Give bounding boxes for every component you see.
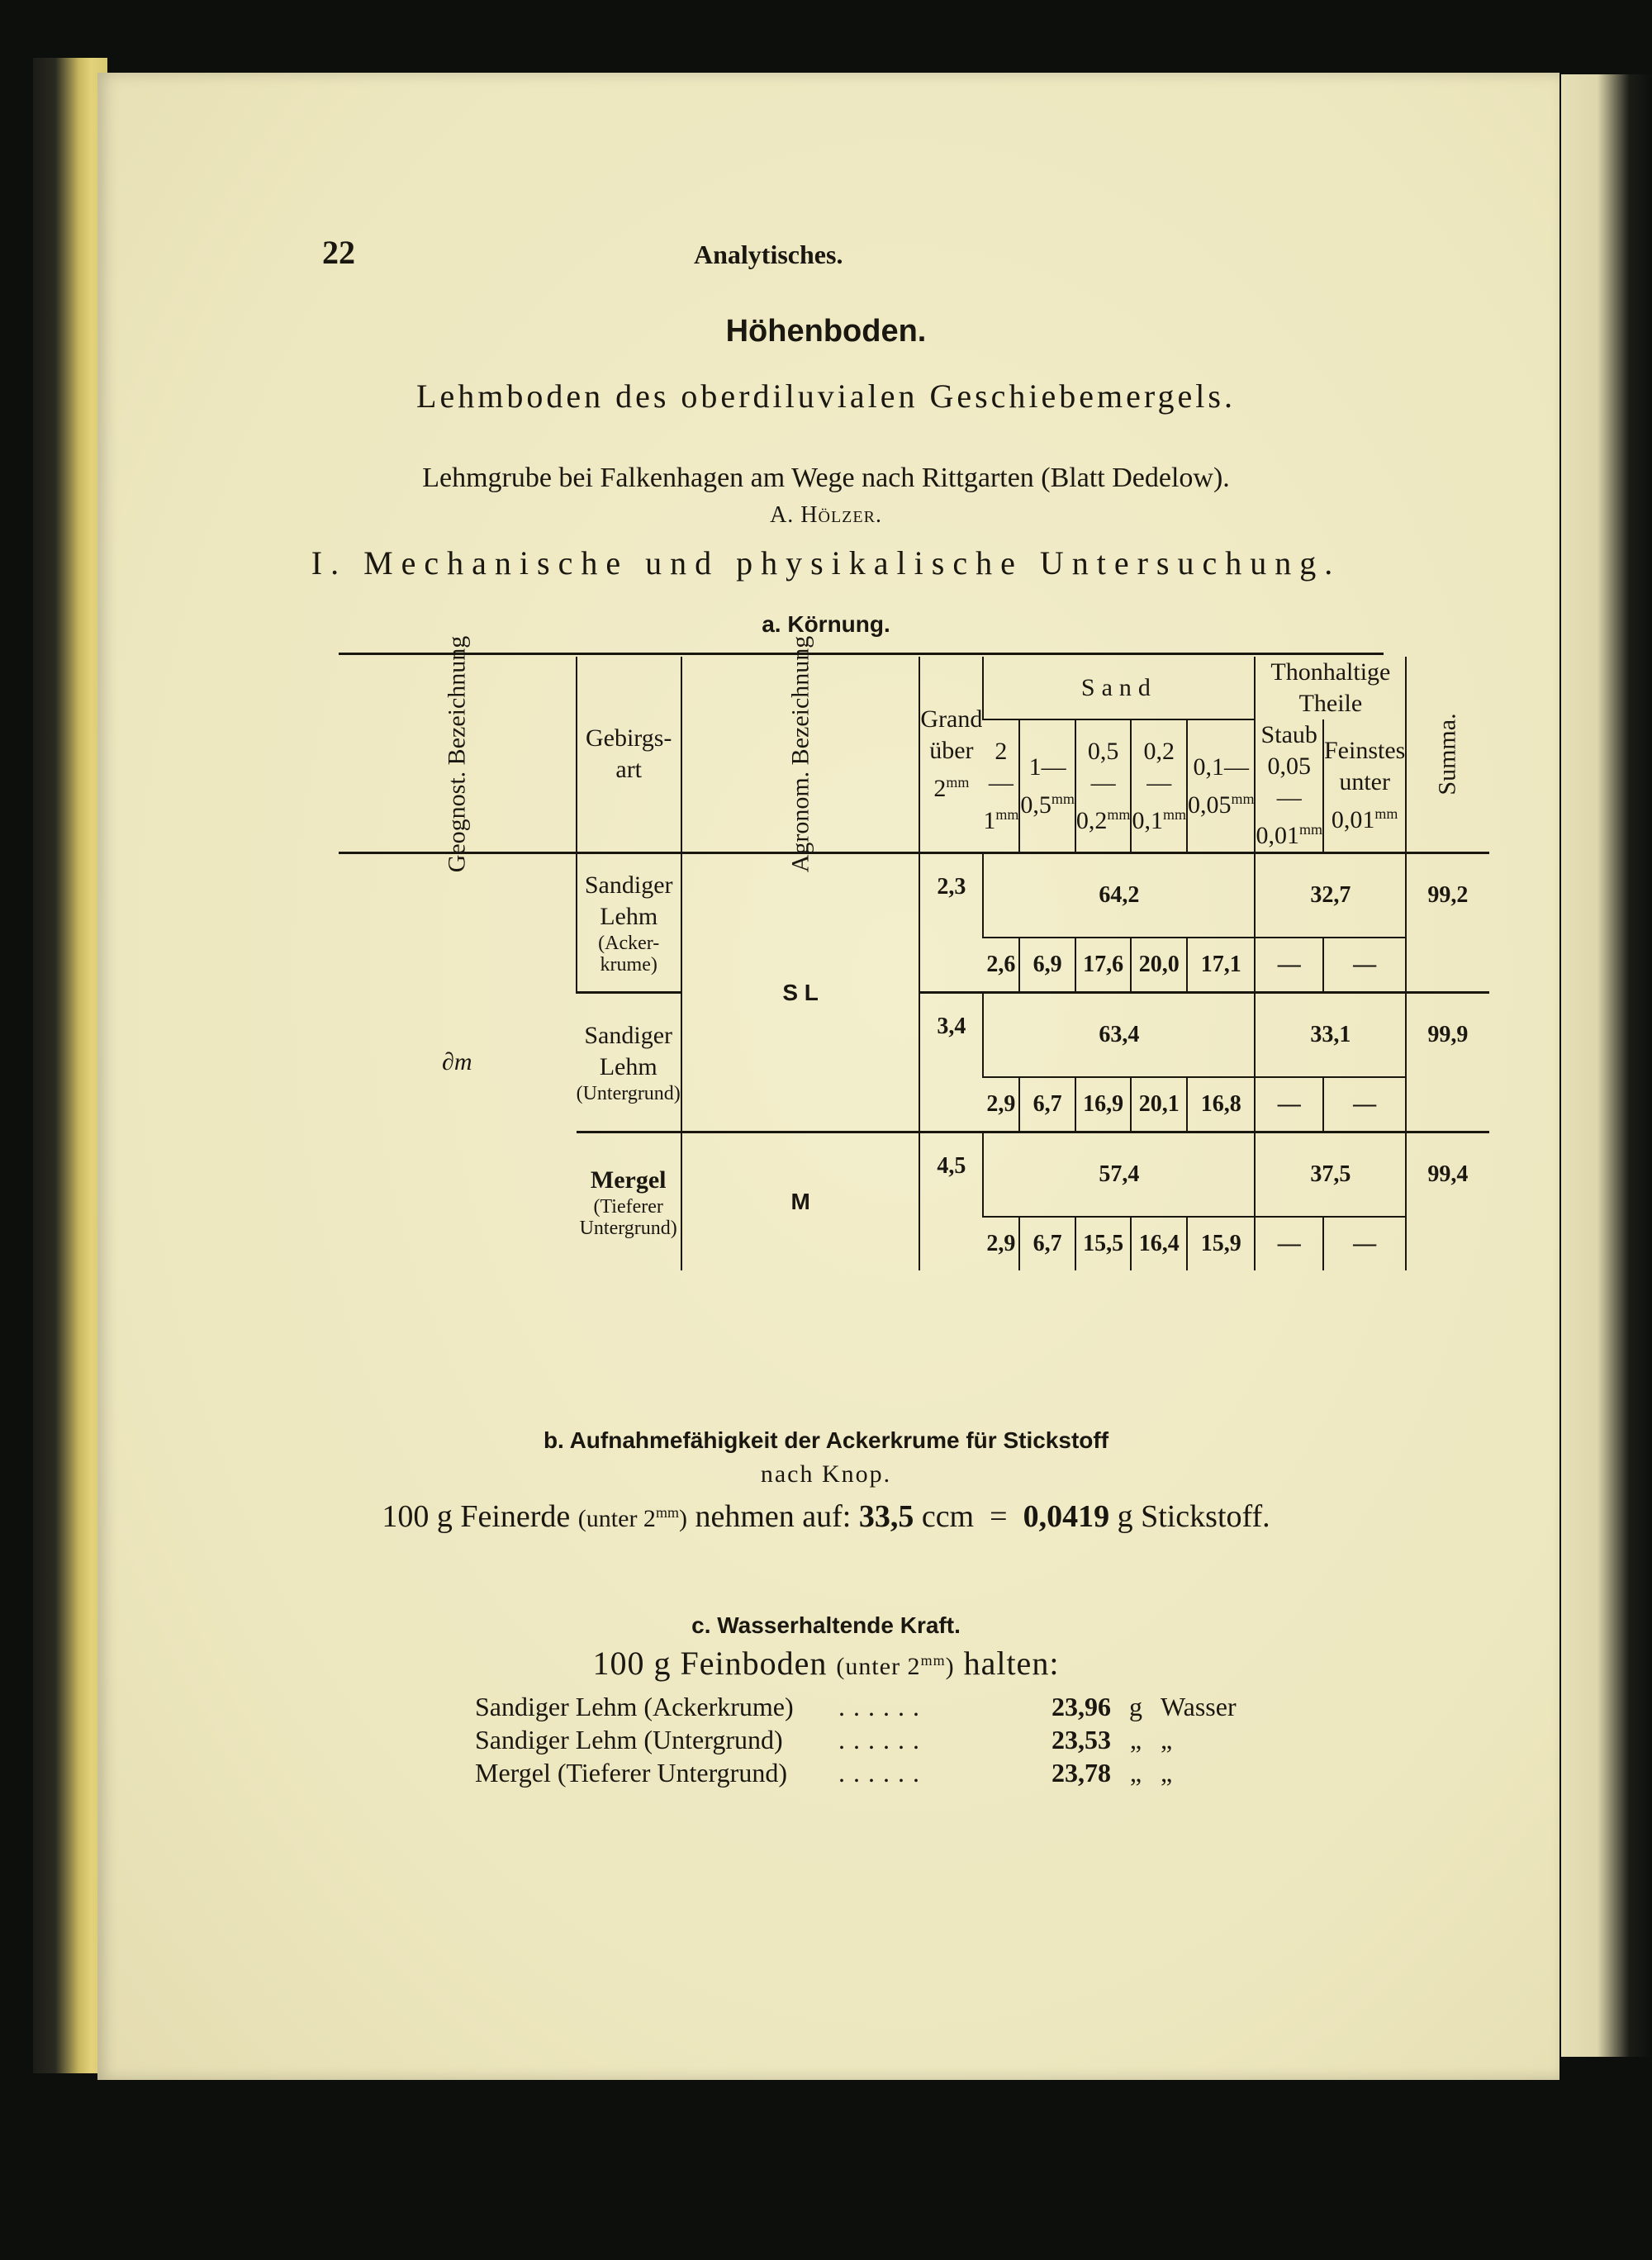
gebirgsart-sub: (Untergrund) (576, 1083, 681, 1104)
water-substance: Wasser (1161, 1692, 1237, 1721)
leader-dots: ...... (838, 1758, 928, 1788)
sand-value: 6,9 (1019, 938, 1075, 993)
grand-cell: 4,5 (919, 1132, 983, 1271)
subsection-note-knop: nach Knop. (760, 1460, 892, 1488)
sand-value: 17,1 (1187, 938, 1256, 993)
sand-col-5-from: 0,1— (1193, 753, 1249, 781)
feinstes-under: unter (1339, 768, 1390, 795)
water-intro-paren-unit: mm (920, 1652, 946, 1669)
water-capacity-list (475, 1690, 1260, 1789)
nitrogen-prefix: 100 g Feinerde (382, 1499, 571, 1534)
agronom-cell: M (681, 1132, 920, 1271)
sand-value: 15,5 (1075, 1217, 1132, 1270)
header-grand (919, 657, 983, 853)
book-spine (33, 58, 107, 2073)
sand-value: 2,9 (983, 1077, 1019, 1132)
header-sand: Sand (983, 657, 1255, 719)
header-sand-col-2 (1019, 719, 1075, 853)
header-staub (1255, 719, 1323, 853)
header-thonhaltige: Thonhaltige Theile (1255, 657, 1406, 719)
nitrogen-paren-close: ) (678, 1505, 687, 1532)
staub-value: — (1255, 1077, 1323, 1132)
water-unit: „ (1129, 1725, 1142, 1754)
sand-value: 16,4 (1131, 1217, 1187, 1270)
list-item (475, 1690, 1260, 1723)
header-grand-label: Grand über 2 (920, 705, 983, 802)
header-summa (1406, 657, 1488, 853)
header-summa-label: Summa. (1433, 713, 1461, 795)
summa-cell: 99,4 (1406, 1132, 1488, 1271)
water-intro-paren (836, 1653, 954, 1680)
sand-col-4-from: 0,2— (1143, 737, 1175, 796)
feinstes-value: 0,01 (1331, 806, 1375, 833)
grand-cell: 2,3 (919, 853, 983, 993)
water-unit: g (1129, 1692, 1142, 1721)
header-feinstes (1323, 719, 1406, 853)
thon-total-cell: 37,5 (1255, 1132, 1406, 1218)
feinstes-value: — (1323, 938, 1406, 993)
staub-value: — (1255, 938, 1323, 993)
gebirgsart-cell (577, 1132, 681, 1271)
nitrogen-suffix: g Stickstoff. (1117, 1499, 1270, 1534)
subsection-heading-wasser: c. Wasserhaltende Kraft. (691, 1612, 961, 1638)
sand-col-4-to: 0,1 (1132, 806, 1163, 834)
nitrogen-volume-unit: ccm (921, 1499, 975, 1534)
sand-col-1-unit: mm (995, 805, 1019, 823)
feinstes-value: — (1323, 1077, 1406, 1132)
sand-total-cell: 57,4 (983, 1132, 1255, 1218)
list-item (475, 1756, 1260, 1789)
thon-total-cell: 33,1 (1255, 993, 1406, 1078)
staub-to: 0,01 (1256, 822, 1299, 849)
sand-total-cell: 63,4 (983, 993, 1255, 1078)
table-top-rule (339, 653, 1384, 655)
gebirgsart-cell (577, 853, 681, 993)
nitrogen-statement (0, 1498, 1652, 1535)
staub-value: — (1255, 1217, 1323, 1270)
sand-col-5-to: 0,05 (1187, 791, 1232, 819)
nitrogen-volume: 33,5 (858, 1499, 914, 1534)
grand-cell: 3,4 (919, 993, 983, 1132)
water-intro-suffix: halten: (963, 1645, 1060, 1682)
sand-value: 6,7 (1019, 1077, 1075, 1132)
sand-col-3-from: 0,5— (1087, 737, 1119, 796)
gebirgsart-name: Sandiger Lehm (584, 1022, 673, 1080)
water-value: 23,96 (1051, 1692, 1111, 1721)
sand-col-4-unit: mm (1162, 805, 1186, 823)
sand-col-3-unit: mm (1107, 805, 1131, 823)
water-intro (0, 1644, 1652, 1683)
gebirgsart-name: Mergel (590, 1166, 667, 1194)
location-line: Lehmgrube bei Falkenhagen am Wege nach Rittgarten (Blatt Dedelow). (422, 463, 1230, 493)
thon-total-cell: 32,7 (1255, 853, 1406, 938)
geognost-value: ∂m (442, 1048, 472, 1075)
water-value: 23,53 (1051, 1725, 1111, 1754)
nitrogen-paren (578, 1505, 687, 1532)
water-intro-prefix: 100 g Feinboden (592, 1645, 828, 1682)
leader-dots: ...... (838, 1692, 928, 1721)
header-agronom-label: Agronom. Bezeichnung (786, 635, 814, 873)
gebirgsart-cell (577, 993, 681, 1132)
nitrogen-paren-text: (unter 2 (577, 1505, 656, 1532)
page-title: Höhenboden. (725, 314, 927, 349)
gebirgsart-sub: (Acker-krume) (598, 933, 660, 976)
sand-col-3-to: 0,2 (1075, 806, 1108, 834)
sand-col-1-to: 1 (983, 806, 996, 834)
feinstes-label: Feinstes (1323, 737, 1406, 764)
staub-unit: mm (1298, 821, 1322, 838)
water-value: 23,78 (1051, 1758, 1111, 1788)
header-agronom (681, 635, 920, 873)
sand-col-5-unit: mm (1231, 790, 1255, 807)
sand-value: 16,8 (1187, 1077, 1256, 1132)
feinstes-value: — (1323, 1217, 1406, 1270)
header-grand-unit: mm (946, 774, 970, 791)
nitrogen-middle: nehmen auf: (695, 1499, 852, 1534)
gebirgsart-sub: (Tieferer Untergrund) (579, 1196, 677, 1239)
sand-value: 6,7 (1019, 1217, 1075, 1270)
sand-col-2-from: 1— (1028, 753, 1066, 781)
sand-value: 20,0 (1131, 938, 1187, 993)
sand-value: 20,1 (1131, 1077, 1187, 1132)
header-sand-col-4 (1131, 719, 1187, 853)
gebirgsart-name: Sandiger Lehm (584, 871, 673, 930)
summa-cell: 99,9 (1406, 993, 1488, 1132)
grain-size-table (339, 635, 1489, 1270)
nitrogen-mass: 0,0419 (1023, 1499, 1110, 1534)
feinstes-unit: mm (1374, 805, 1398, 822)
agronom-cell: S L (681, 853, 920, 1132)
header-gebirgsart: Gebirgs-art (577, 657, 681, 853)
grain-size-table-wrapper (339, 635, 1469, 1270)
water-unit: „ (1129, 1758, 1142, 1788)
sand-col-2-unit: mm (1051, 790, 1075, 807)
geognost-cell (339, 853, 577, 1271)
nitrogen-equals: = (990, 1499, 1008, 1534)
table-row (339, 853, 1489, 938)
header-sand-col-1 (983, 719, 1019, 853)
water-label: Mergel (Tieferer Untergrund) (475, 1758, 787, 1788)
water-substance: „ (1161, 1725, 1173, 1754)
sand-col-1-from: 2— (988, 737, 1014, 796)
subsection-heading-stickstoff: b. Aufnahmefähigkeit der Ackerkrume für Stickstoff (543, 1427, 1109, 1453)
summa-cell: 99,2 (1406, 853, 1488, 993)
header-geognost (339, 635, 577, 873)
subsection-heading-koernung: a. Körnung. (762, 611, 890, 637)
water-label: Sandiger Lehm (Untergrund) (475, 1725, 783, 1754)
nitrogen-paren-unit: mm (655, 1504, 679, 1521)
list-item (475, 1723, 1260, 1756)
sand-value: 2,6 (983, 938, 1019, 993)
water-intro-paren-text: (unter 2 (836, 1653, 921, 1680)
staub-from: 0,05— (1267, 753, 1311, 811)
author-line: A. Hölzer. (770, 502, 882, 528)
sand-value: 17,6 (1075, 938, 1132, 993)
header-geognost-label: Geognost. Bezeichnung (443, 635, 471, 873)
header-sand-col-5 (1187, 719, 1256, 853)
sand-total-cell: 64,2 (983, 853, 1255, 938)
leader-dots: ...... (838, 1725, 928, 1754)
sand-value: 15,9 (1187, 1217, 1256, 1270)
sand-value: 16,9 (1075, 1077, 1132, 1132)
page-number: 22 (322, 234, 355, 271)
sand-col-2-to: 0,5 (1020, 791, 1051, 819)
page-edges (1561, 74, 1652, 2057)
subtitle: Lehmboden des oberdiluvialen Geschiebemergels. (416, 377, 1236, 415)
section-heading-mechanical: I. Mechanische und physikalische Untersuchung. (311, 544, 1341, 582)
sand-value: 2,9 (983, 1217, 1019, 1270)
water-substance: „ (1161, 1758, 1173, 1788)
header-sand-col-3 (1075, 719, 1132, 853)
water-intro-paren-close: ) (945, 1653, 955, 1680)
water-label: Sandiger Lehm (Ackerkrume) (475, 1692, 794, 1721)
running-head: Analytisches. (694, 240, 843, 269)
staub-label: Staub (1260, 721, 1317, 748)
